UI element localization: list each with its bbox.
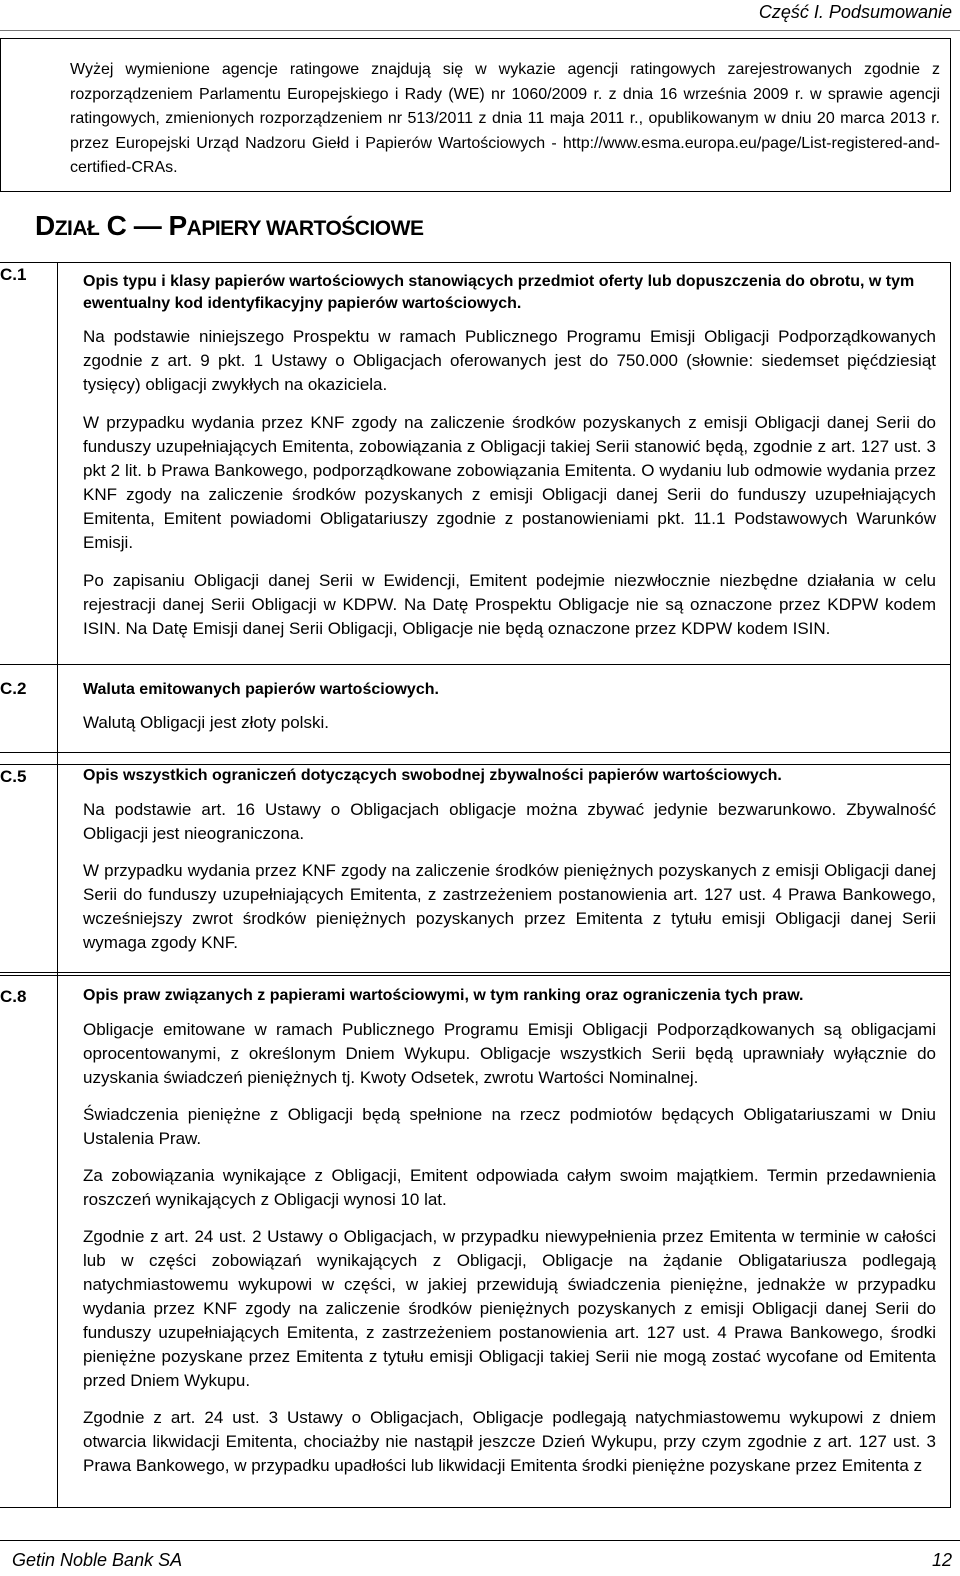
intro-paragraph: Wyżej wymienione agencje ratingowe znajdują się w wykazie agencji ratingowych zarejestrowanych zgodnie z rozporządzeniem Parlamentu Europejskiego i Rady (WE) nr 1060/2009 r. z dnia 16 września 2009 r. w sprawie agencji ratingowych, zmienionych rozporządzeniem nr 513/2011 z dnia 11 maja 2011 r., opublikowanym w dniu 20 marca 2013 r. przez Europejski Urząd Nadzoru Giełd i Papierów Wartościowych - http://www.esma.europa.eu/page/List-registered-and-certified-CRAs.	[70, 61, 940, 176]
section-c5	[0, 752, 951, 976]
section-c8	[0, 972, 951, 1508]
intro-cell	[1, 39, 951, 192]
paragraph: Na podstawie niniejszego Prospektu w ramach Publicznego Programu Emisji Obligacji Podporządkowanych zgodnie z art. 9 pkt. 1 Ustawy o Obligacjach oferowanych jest do 750.000 (słownie: siedemset pięćdziesiąt tysięcy) obligacji zwykłych na okaziciela.	[83, 327, 936, 394]
section-code: C.5	[0, 753, 58, 976]
paragraph: Za zobowiązania wynikające z Obligacji, Emitent odpowiada całym swoim majątkiem. Termin przedawnienia roszczeń wynikających z Obligacji wynosi 10 lat.	[83, 1166, 936, 1209]
paragraph: W przypadku wydania przez KNF zgody na zaliczenie środków pieniężnych pozyskanych z emisji Obligacji danej Serii do funduszy uzupełniających Emitenta, z zastrzeżeniem postanowienia art. 127 ust. 4 Prawa Bankowego, wcześniejszy zwrot środków pieniężnych pozyskanych przez Emitenta z tytułu emisji Obligacji danej Serii wymaga zgody KNF.	[83, 861, 936, 952]
section-heading: Waluta emitowanych papierów wartościowych.	[83, 681, 439, 698]
footer-divider	[0, 1540, 960, 1541]
section-code: C.2	[0, 665, 58, 765]
section-code: C.1	[0, 263, 58, 665]
paragraph: Świadczenia pieniężne z Obligacji będą spełnione na rzecz podmiotów będących Obligatariuszami w Dniu Ustalenia Praw.	[83, 1105, 936, 1148]
paragraph: Obligacje emitowane w ramach Publicznego Programu Emisji Obligacji Podporządkowanych są obligacjami oprocentowanymi, z określonym Dniem Wykupu. Obligacje wszystkich Serii będą uprawniały wyłącznie do uzyskania świadczeń pieniężnych tj. Kwoty Odsetek, zwrotu Wartości Nominalnej.	[83, 1020, 936, 1087]
header-divider	[0, 30, 960, 31]
paragraph: W przypadku wydania przez KNF zgody na zaliczenie środków pozyskanych z emisji Obligacji danej Serii do funduszy uzupełniających Emitenta, zobowiązania z Obligacji takiej Serii stanowić będą, zgodnie z art. 127 ust. 3 pkt 2 lit. b Prawa Bankowego, podporządkowane zobowiązania Emitenta. O wydaniu lub odmowie wydania przez KNF zgody na zaliczenie środków pozyskanych z emisji Obligacji danej Serii do funduszy uzupełniających Emitenta, Emitent powiadomi Obligatariuszy zgodnie z postanowieniami pkt. 11.1 Podstawowych Warunków Emisji.	[83, 413, 936, 552]
paragraph: Na podstawie art. 16 Ustawy o Obligacjach obligacje można zbywać jedynie bezwarunkowo. Zbywalność Obligacji jest nieograniczona.	[83, 800, 936, 843]
footer-company: Getin Noble Bank SA	[12, 1550, 183, 1570]
intro-box	[0, 38, 951, 192]
paragraph: Zgodnie z art. 24 ust. 2 Ustawy o Obligacjach, w przypadku niewypełnienia przez Emitenta w terminie w całości lub w części zobowiązań wynikających z Obligacji, Obligacje na żądanie Obligatariusza podlegają natychmiastowemu wykupowi w części, w jakiej przewidują świadczenia pieniężne, jednakże w przypadku wydania przez KNF zgody na zaliczenie środków pieniężnych pozyskanych z emisji Obligacji danej Serii do funduszy uzupełniających Emitenta, z zastrzeżeniem postanowienia art. 127 ust. 4 Prawa Bankowego, środki pieniężne pozyskane przez Emitenta z tytułu emisji Obligacji takiej Serii nie mogą zostać wycofane od Emitenta przed Dniem Wykupu.	[83, 1227, 936, 1390]
section-body	[58, 753, 951, 976]
section-code: C.8	[0, 973, 58, 1508]
section-body	[58, 665, 951, 765]
section-heading: Opis wszystkich ograniczeń dotyczących swobodnej zbywalności papierów wartościowych.	[83, 767, 782, 784]
section-c2	[0, 664, 951, 765]
section-body	[58, 973, 951, 1508]
section-c1	[0, 262, 951, 665]
paragraph: Walutą Obligacji jest złoty polski.	[83, 713, 329, 732]
paragraph: Zgodnie z art. 24 ust. 3 Ustawy o Obligacjach, Obligacje podlegają natychmiastowemu wykupowi z dniem otwarcia likwidacji Emitenta, chociażby nie nastąpił jeszcze Dzień Wykupu, przy czym zgodnie z art. 127 ust. 3 Prawa Bankowego, w przypadku upadłości lub likwidacji Emitenta środki pieniężne pozyskane przez Emitenta z	[83, 1408, 936, 1475]
paragraph: Po zapisaniu Obligacji danej Serii w Ewidencji, Emitent podejmie niezwłocznie niezbędne działania w celu rejestracji danej Serii Obligacji w KDPW. Na Datę Prospektu Obligacje nie są oznaczone przez KDPW kodem ISIN. Na Datę Emisji danej Serii Obligacji, Obligacje nie będą oznaczone przez KDPW kodem ISIN.	[83, 571, 936, 638]
page-header-title: Część I. Podsumowanie	[758, 2, 952, 22]
page-number: 12	[931, 1550, 952, 1570]
section-body	[58, 263, 951, 665]
section-heading: Opis typu i klasy papierów wartościowych stanowiących przedmiot oferty lub dopuszczenia do obrotu, w tym ewentualny kod identyfikacyjny papierów wartościowych.	[83, 273, 915, 312]
section-heading: Opis praw związanych z papierami wartościowymi, w tym ranking oraz ograniczenia tych praw.	[83, 987, 804, 1004]
section-title: DZIAŁ C — PAPIERY WARTOŚCIOWE	[35, 210, 424, 241]
